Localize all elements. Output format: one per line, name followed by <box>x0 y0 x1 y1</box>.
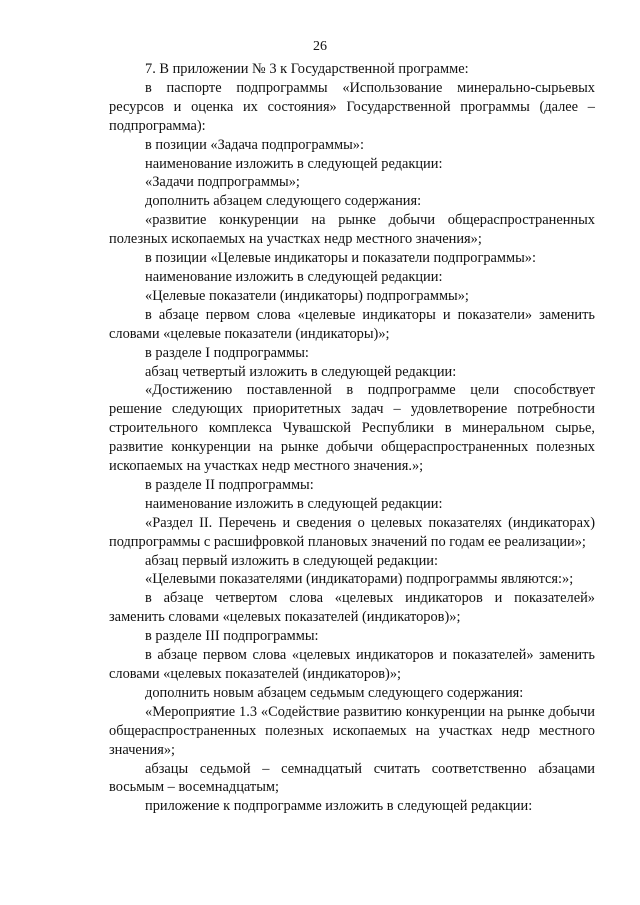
paragraph-measure-quote: «Мероприятие 1.3 «Содействие развитию конкуренции на рынке добычи общераспространенных полезных ископаемых на участках недр местного значения»; <box>109 703 595 758</box>
paragraph-passport-intro: в паспорте подпрограммы «Использование минерально-сырьевых ресурсов и оценка их состояния» Государственной программы (далее – подпрограмма): <box>109 79 595 134</box>
paragraph-fourth-instruction: абзац четвертый изложить в следующей редакции: <box>145 363 457 380</box>
paragraph-section-1: в разделе I подпрограммы: <box>145 344 309 361</box>
paragraph-replace-words: в абзаце первом слова «целевые индикаторы и показатели» заменить словами «целевые показатели (индикаторы)»; <box>109 306 595 342</box>
page-number: 26 <box>313 39 327 54</box>
paragraph-indicators-title: «Целевые показатели (индикаторы) подпрограммы»; <box>145 287 469 304</box>
paragraph-renumber: абзацы седьмой – семнадцатый считать соответственно абзацами восьмым – восемнадцатым; <box>109 760 595 796</box>
paragraph-replace-first: в абзаце первом слова «целевых индикаторов и показателей» заменить словами «целевых показателей (индикаторов)»; <box>109 647 595 682</box>
paragraph-add-instruction: дополнить абзацем следующего содержания: <box>145 193 422 210</box>
paragraph-replace-fourth: в абзаце четвертом слова «целевых индикаторов и показателей» заменить словами «целевых показателей (индикаторов)»; <box>109 590 595 626</box>
paragraph-targets-quote: «Целевыми показателями (индикаторами) подпрограммы являются:»; <box>145 571 574 588</box>
paragraph-rename-instruction: наименование изложить в следующей редакции: <box>145 268 443 285</box>
paragraph-section-2-title: «Раздел II. Перечень и сведения о целевых показателях (индикаторах) подпрограммы с расшифровкой плановых значений по годам ее реализации»; <box>109 514 595 550</box>
paragraph-goal-quote: «Достижению поставленной в подпрограмме цели способствует решение следующих приоритетных задач – удовлетворение потребности строительного комплекса Чувашской Республики в минеральном сырье, развитие конкуренции на рынке добычи общераспространенных полезных ископаемых на участках недр местного значения.»; <box>109 382 595 475</box>
paragraph-competition-quote: «развитие конкуренции на рынке добычи общераспространенных полезных ископаемых на участках недр местного значения»; <box>109 212 595 248</box>
paragraph-tasks-title: «Задачи подпрограммы»; <box>145 174 300 191</box>
paragraph-rename-instruction: наименование изложить в следующей редакции: <box>145 495 443 512</box>
document-body <box>109 60 595 816</box>
paragraph-indicators-position: в позиции «Целевые индикаторы и показатели подпрограммы»: <box>145 250 537 267</box>
paragraph-section-7-heading: 7. В приложении № 3 к Государственной программе: <box>145 61 469 77</box>
paragraph-first-instruction: абзац первый изложить в следующей редакции: <box>145 552 439 569</box>
paragraph-add-seventh: дополнить новым абзацем седьмым следующего содержания: <box>145 684 524 701</box>
paragraph-rename-instruction: наименование изложить в следующей редакции: <box>145 155 443 172</box>
paragraph-section-3: в разделе III подпрограммы: <box>145 628 319 645</box>
paragraph-appendix-instruction: приложение к подпрограмме изложить в следующей редакции: <box>145 798 533 815</box>
paragraph-task-position: в позиции «Задача подпрограммы»: <box>145 136 364 153</box>
paragraph-section-2: в разделе II подпрограммы: <box>145 476 314 493</box>
